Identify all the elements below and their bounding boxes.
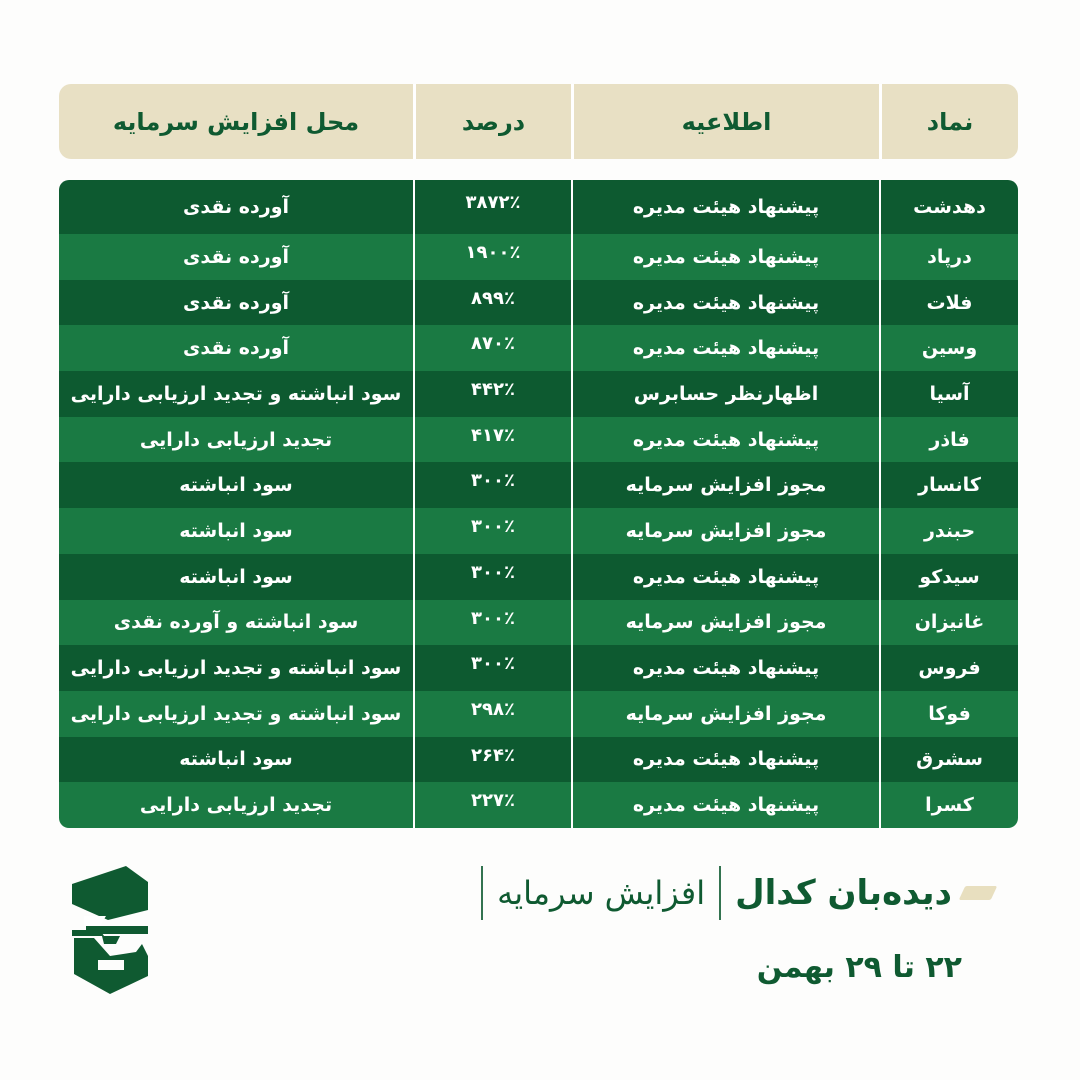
- cell-symbol: فروس: [879, 645, 1018, 691]
- cell-percent: ۴۴۲٪: [413, 371, 571, 417]
- cell-symbol: دهدشت: [879, 180, 1018, 234]
- table-body: [59, 180, 1018, 828]
- cell-symbol: فلات: [879, 280, 1018, 326]
- date-range: ۲۲ تا ۲۹ بهمن: [756, 950, 962, 985]
- table-row: [59, 600, 1018, 646]
- table-row: [59, 782, 1018, 828]
- header-symbol: نماد: [879, 84, 1018, 159]
- cell-symbol: درپاد: [879, 234, 1018, 280]
- brand-name: دیده‌بان کدال: [735, 873, 952, 913]
- cell-notice: اظهارنظر حسابرس: [571, 371, 879, 417]
- cell-percent: ۲۹۸٪: [413, 691, 571, 737]
- divider: [719, 866, 721, 920]
- cell-notice: پیشنهاد هیئت مدیره: [571, 737, 879, 783]
- cell-percent: ۳۰۰٪: [413, 462, 571, 508]
- cell-notice: پیشنهاد هیئت مدیره: [571, 645, 879, 691]
- table-row: [59, 371, 1018, 417]
- cell-symbol: فاذر: [879, 417, 1018, 463]
- cell-symbol: سیدکو: [879, 554, 1018, 600]
- cell-symbol: کانسار: [879, 462, 1018, 508]
- table-row: [59, 645, 1018, 691]
- cell-percent: ۳۸۷۲٪: [413, 180, 571, 234]
- header-source: محل افزایش سرمایه: [112, 107, 360, 136]
- table-row: [59, 508, 1018, 554]
- cell-symbol: فوکا: [879, 691, 1018, 737]
- cell-percent: ۲۶۴٪: [413, 737, 571, 783]
- cell-symbol: سشرق: [879, 737, 1018, 783]
- table-row: [59, 737, 1018, 783]
- cell-percent: ۳۰۰٪: [413, 600, 571, 646]
- cell-percent: ۱۹۰۰٪: [413, 234, 571, 280]
- cell-percent: ۸۷۰٪: [413, 325, 571, 371]
- table-row: [59, 234, 1018, 280]
- table-header: [59, 84, 1018, 159]
- cell-notice: پیشنهاد هیئت مدیره: [571, 554, 879, 600]
- cell-notice: پیشنهاد هیئت مدیره: [571, 325, 879, 371]
- cell-notice: پیشنهاد هیئت مدیره: [571, 782, 879, 828]
- cell-source: سود انباشته: [179, 748, 293, 771]
- table-row: [59, 325, 1018, 371]
- header-notice: اطلاعیه: [571, 84, 879, 159]
- capital-increase-table: [59, 84, 1018, 828]
- cell-notice: مجوز افزایش سرمایه: [571, 508, 879, 554]
- cell-notice: پیشنهاد هیئت مدیره: [571, 417, 879, 463]
- cell-source: آورده نقدی: [182, 196, 290, 218]
- kodal-logo-icon: [64, 864, 154, 994]
- cell-percent: ۴۱۷٪: [413, 417, 571, 463]
- cell-source: آورده نقدی: [182, 337, 290, 360]
- cell-source: تجدید ارزیابی دارایی: [139, 428, 333, 451]
- table-row: [59, 691, 1018, 737]
- cell-symbol: آسیا: [879, 371, 1018, 417]
- cell-source: سود انباشته و تجدید ارزیابی دارایی: [70, 382, 402, 405]
- table-row: [59, 462, 1018, 508]
- cell-source: سود انباشته و آورده نقدی: [113, 611, 359, 634]
- cell-symbol: حبندر: [879, 508, 1018, 554]
- cell-source: سود انباشته: [179, 519, 293, 542]
- cell-source: آورده نقدی: [182, 291, 290, 314]
- cell-percent: ۳۰۰٪: [413, 508, 571, 554]
- cell-source: سود انباشته: [179, 565, 293, 588]
- cell-symbol: وسین: [879, 325, 1018, 371]
- cell-source: تجدید ارزیابی دارایی: [139, 794, 333, 817]
- cell-notice: مجوز افزایش سرمایه: [571, 462, 879, 508]
- cell-symbol: کسرا: [879, 782, 1018, 828]
- table-row: [59, 180, 1018, 234]
- cell-notice: پیشنهاد هیئت مدیره: [571, 234, 879, 280]
- cell-notice: مجوز افزایش سرمایه: [571, 691, 879, 737]
- divider: [481, 866, 483, 920]
- cell-percent: ۳۰۰٪: [413, 645, 571, 691]
- cell-percent: ۸۹۹٪: [413, 280, 571, 326]
- table-row: [59, 280, 1018, 326]
- cell-percent: ۳۰۰٪: [413, 554, 571, 600]
- brand-title: [481, 866, 994, 920]
- cell-source: سود انباشته و تجدید ارزیابی دارایی: [70, 657, 402, 680]
- cell-notice: پیشنهاد هیئت مدیره: [571, 180, 879, 234]
- cell-notice: پیشنهاد هیئت مدیره: [571, 280, 879, 326]
- cell-source: سود انباشته: [179, 474, 293, 497]
- table-row: [59, 417, 1018, 463]
- brand-subtitle: افزایش سرمایه: [497, 874, 706, 912]
- cell-source: آورده نقدی: [182, 245, 290, 268]
- brand-tag-icon: [959, 886, 998, 900]
- cell-notice: مجوز افزایش سرمایه: [571, 600, 879, 646]
- cell-source: سود انباشته و تجدید ارزیابی دارایی: [70, 702, 402, 725]
- header-percent: درصد: [413, 84, 571, 159]
- cell-percent: ۲۲۷٪: [413, 782, 571, 828]
- table-row: [59, 554, 1018, 600]
- cell-symbol: غانیزان: [879, 600, 1018, 646]
